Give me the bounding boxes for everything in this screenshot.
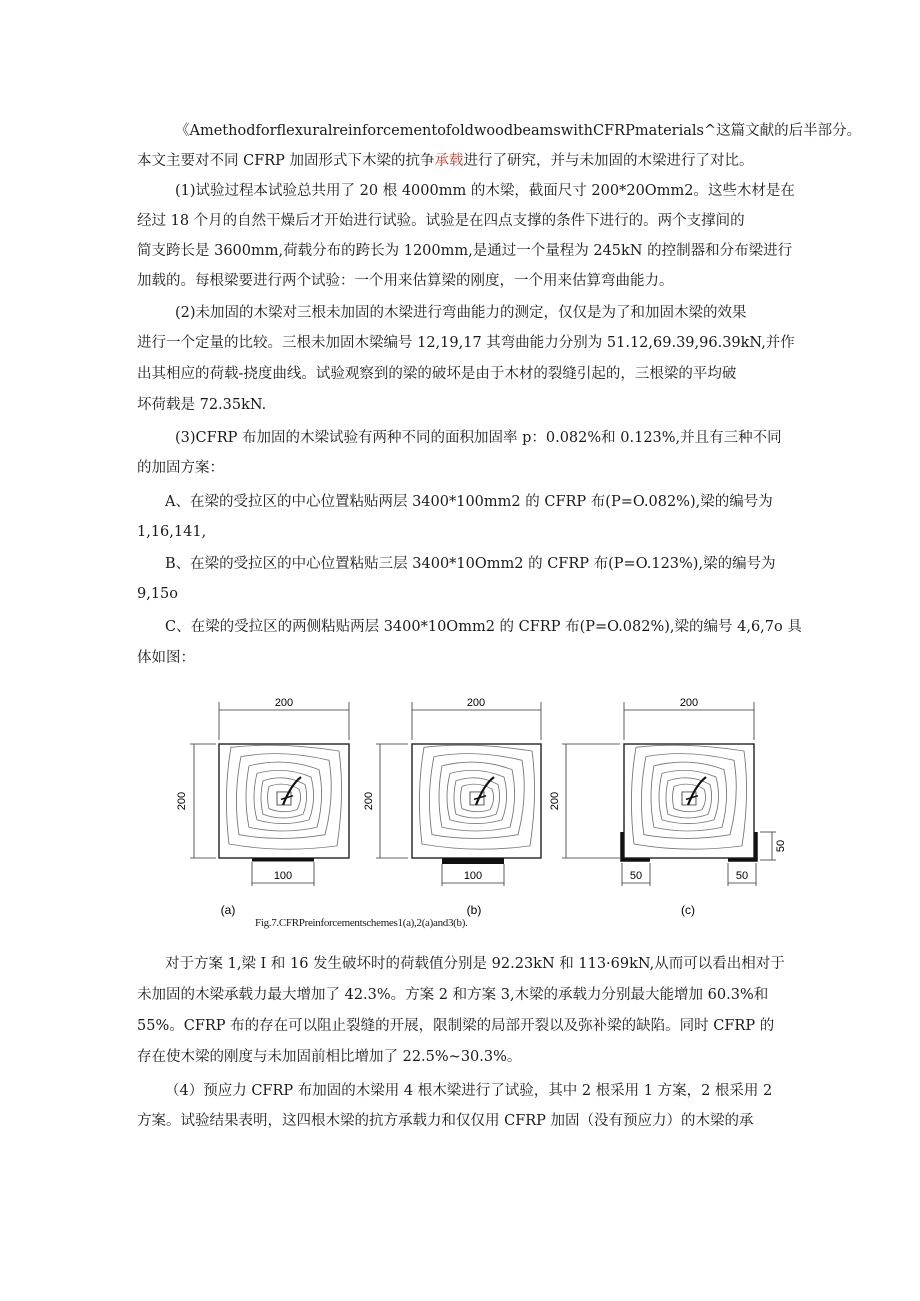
paragraph-3-line-1: (3)CFRP 布加固的木梁试验有两种不同的面积加固率 p：0.082%和 0.123%,并且有三种不同 — [175, 430, 782, 446]
results-line-4: 存在使木梁的刚度与未加固前相比增加了 22.5%~30.3%。 — [137, 1049, 522, 1065]
panel-a — [176, 697, 349, 917]
panel-c-right-strip-dim: 50 — [735, 870, 749, 882]
panel-a-label: (a) — [220, 903, 236, 917]
paragraph-1-line-1: (1)试验过程本试验总共用了 20 根 4000mm 的木梁，截面尺寸 200*20Omm2。这些木材是在 — [175, 183, 795, 199]
panel-a-strip-dim: 100 — [273, 870, 293, 882]
panel-c-side-dim: 50 — [775, 839, 787, 853]
panel-c-height-dim: 200 — [549, 791, 561, 811]
panel-c-left-strip-dim: 50 — [629, 870, 643, 882]
panel-b-strip-dim: 100 — [463, 870, 483, 882]
panel-c-label: (c) — [681, 903, 695, 917]
scheme-a-line-2: 1,16,141, — [137, 524, 207, 540]
results-line-2: 未加固的木梁承载力最大增加了 42.3%。方案 2 和方案 3,木梁的承载力分别最大能增加 60.3%和 — [137, 987, 769, 1003]
paragraph-2-line-4: 坏荷载是 72.35kN. — [137, 397, 267, 413]
scheme-c-line-2: 体如图： — [137, 650, 195, 666]
paragraph-1-line-2: 经过 18 个月的自然干燥后才开始进行试验。试验是在四点支撑的条件下进行的。两个支撑间的 — [137, 213, 745, 229]
panel-c — [549, 697, 787, 917]
panel-b-width-dim: 200 — [466, 697, 486, 709]
paragraph-3-line-2: 的加固方案： — [137, 460, 224, 476]
scheme-b-line-2: 9,15o — [137, 586, 179, 602]
panel-c-width-dim: 200 — [679, 697, 699, 709]
panel-b — [363, 697, 541, 917]
intro-line-2: 本文主要对不同 CFRP 加固形式下木梁的抗争承载进行了研究，并与未加固的木梁进行了对比。 — [137, 153, 754, 169]
highlighted-word: 承载 — [434, 153, 464, 169]
scheme-b-line-1: B、在梁的受拉区的中心位置粘贴三层 3400*10Omm2 的 CFRP 布(P=O.123%),梁的编号为 — [165, 556, 776, 572]
panel-a-height-dim: 200 — [176, 791, 188, 811]
paragraph-4-line-1: （4）预应力 CFRP 布加固的木梁用 4 根木梁进行了试验，其中 2 根采用 1 方案，2 根采用 2 — [165, 1083, 773, 1099]
cfrp-schemes-figure — [170, 688, 810, 916]
scheme-a-line-1: A、在梁的受拉区的中心位置粘贴两层 3400*100mm2 的 CFRP 布(P=O.082%),梁的编号为 — [165, 494, 773, 510]
results-line-1: 对于方案 1,梁 I 和 16 发生破坏时的荷载值分别是 92.23kN 和 113·69kN,从而可以看出相对于 — [165, 956, 785, 972]
paragraph-2-line-1: (2)未加固的木梁对三根未加固的木梁进行弯曲能力的测定，仅仅是为了和加固木梁的效果 — [175, 305, 747, 321]
panel-a-width-dim: 200 — [274, 697, 294, 709]
paragraph-1-line-3: 简支跨长是 3600mm,荷载分布的跨长为 1200mm,是通过一个量程为 245kN 的控制器和分布梁进行 — [137, 243, 793, 259]
paragraph-2-line-2: 进行一个定量的比较。三根未加固木梁编号 12,19,17 其弯曲能力分别为 51.12,69.39,96.39kN,并作 — [137, 335, 795, 351]
figure-caption: Fig.7.CFRPreinforcementschemes1(a),2(a)and3(b). — [255, 917, 468, 929]
panel-b-label: (b) — [466, 903, 482, 917]
paragraph-2-line-3: 出其相应的荷载-挠度曲线。试验观察到的梁的破坏是由于木材的裂缝引起的，三根梁的平均破 — [137, 366, 737, 382]
intro-line-1: 《AmethodforflexuralreinforcementofoldwoodbeamswithCFRPmaterials^这篇文献的后半部分。 — [175, 123, 862, 139]
paragraph-1-line-4: 加载的。每根梁要进行两个试验：一个用来估算梁的刚度，一个用来估算弯曲能力。 — [137, 273, 674, 289]
scheme-c-line-1: C、在梁的受拉区的两侧粘贴两层 3400*10Omm2 的 CFRP 布(P=O.082%),梁的编号 4,6,7o 具 — [165, 619, 802, 635]
panel-b-height-dim: 200 — [363, 791, 375, 811]
cross-section-diagram — [170, 688, 810, 916]
paragraph-4-line-2: 方案。试验结果表明，这四根木梁的抗方承载力和仅仅用 CFRP 加固（没有预应力）的木梁的承 — [137, 1113, 754, 1129]
results-line-3: 55%。CFRP 布的存在可以阻止裂缝的开展，限制梁的局部开裂以及弥补梁的缺陷。同时 CFRP 的 — [137, 1018, 775, 1034]
